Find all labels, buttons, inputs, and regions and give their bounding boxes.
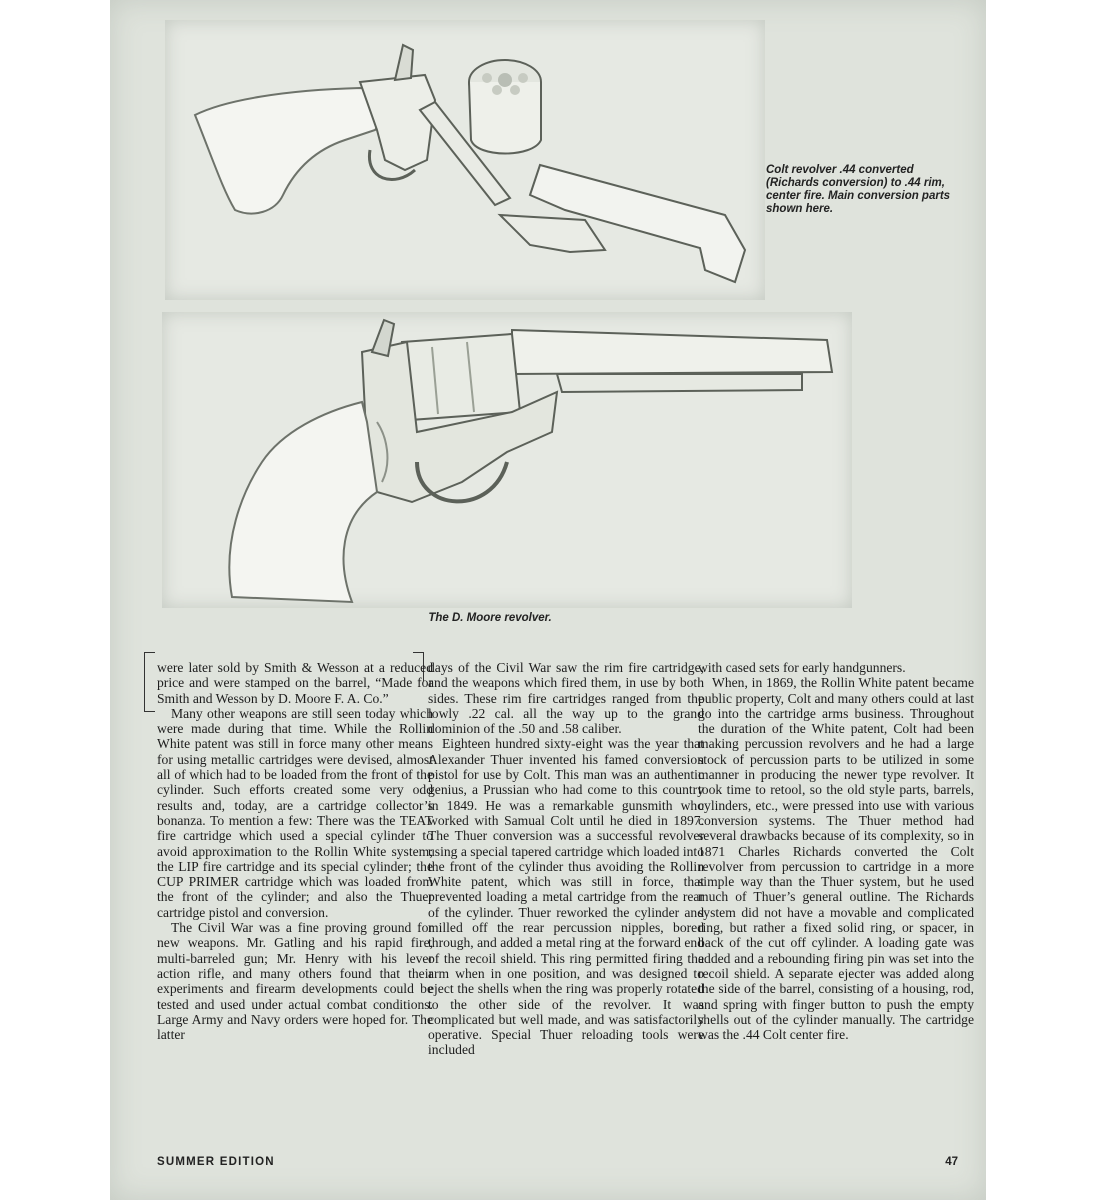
colt-conversion-photo	[165, 20, 765, 300]
loading-plate	[500, 215, 605, 252]
cylinder-body	[469, 82, 541, 154]
photo-caption-bottom: The D. Moore revolver.	[428, 612, 552, 624]
article-column-2	[428, 660, 704, 1058]
ejector-housing	[557, 374, 802, 392]
revolver-grip	[195, 88, 393, 214]
article-paragraph: were later sold by Smith & Wesson at a reduced price and were stamped on the barrel, “Made for Smith and Wesson by D. Moore F. A. Co.”	[157, 660, 433, 706]
article-paragraph: Eighteen hundred sixty-eight was the year that Alexander Thuer invented his famed conversion pistol for use by Colt. This man was an authentic genius, a Prussian who had come to this country in 1849. He was a remarkable gunsmith who worked with Samual Colt until he died in 1897. The Thuer conversion was a successful revolver using a special tapered cartridge which loaded into the front of the cylinder thus avoiding the Rollin White patent, which was still in force, that prevented loading a metal cartridge from the rear of the cylinder. Thuer reworked the cylinder and milled off the rear percussion nipples, bored through, and added a metal ring at the forward end of the recoil shield. This ring permitted firing the arm when in one position, and was designed to eject the shells when the ring was properly rotated to the other side of the revolver. It was complicated but well made, and was satisfactorily operative. Special Thuer reloading tools were included	[428, 736, 704, 1058]
colt-conversion-illustration	[165, 20, 765, 300]
moore-revolver-illustration	[162, 312, 852, 608]
article-paragraph: When, in 1869, the Rollin White patent became public property, Colt and many others could at last go into the cartridge arms business. Throughout the duration of the White patent, Colt had been making percussion revolvers and he had a large stock of percussion parts to be utilized in some manner in producing the newer type revolver. It took time to retool, so the old style parts, barrels, cylinders, etc., were pressed into use with various conversion systems. The Thuer method had several drawbacks because of its complexity, so in 1871 Charles Richards converted the Colt revolver from percussion to cartridge in a more simple way than the Thuer system, but he used much of Thuer’s general outline. The Richards system did not have a movable and complicated ring, but rather a fixed solid ring, or spacer, in back of the cut off cylinder. A loading gate was added and a rebounding firing pin was set into the recoil shield. A separate ejecter was added along the side of the barrel, consisting of a housing, rod, and spring with finger button to push the empty shells out of the cylinder manually. The cartridge was the .44 Colt center fire.	[698, 675, 974, 1043]
article-paragraph: The Civil War was a fine proving ground for new weapons. Mr. Gatling and his rapid fire, multi-barreled gun; Mr. Henry with his lever action rifle, and many others found that their experiments and firearm developments could be tested and used under actual combat conditions. Large Army and Navy orders were hoped for. The latter	[157, 920, 433, 1043]
photo-caption-top: Colt revolver .44 converted (Richards conversion) to .44 rim, center fire. Main conversion parts shown here.	[766, 164, 951, 215]
article-paragraph: Many other weapons are still seen today which were made during that time. While the Rollin White patent was still in force many other means for using metallic cartridges were devised, almost all of which had to be loaded from the front of the cylinder. Such efforts created some very odd results and, today, are a cartridge collector’s bonanza. To mention a few: There was the TEAT fire cartridge which used a special cylinder to avoid approximation to the Rollin White system; the LIP fire cartridge and its special cylinder; the CUP PRIMER cartridge which was loaded from the front of the cylinder; and also the Thuer cartridge pistol and conversion.	[157, 705, 433, 920]
article-paragraph: with cased sets for early handgunners.	[698, 660, 906, 675]
revolver-cylinder	[402, 334, 520, 420]
article-column-1	[157, 660, 433, 1042]
revolver-barrel	[512, 330, 832, 374]
edition-label: SUMMER EDITION	[157, 1156, 275, 1168]
page-number: 47	[945, 1156, 958, 1168]
article-column-3	[698, 660, 974, 1042]
revolver-grip	[229, 402, 377, 602]
article-paragraph: days of the Civil War saw the rim fire cartridge, and the weapons which fired them, in use by both sides. These rim fire cartridges ranged from the lowly .22 cal. all the way up to the grand dominion of the .50 and .58 caliber.	[428, 660, 704, 737]
column-bracket-left	[144, 652, 155, 712]
moore-revolver-photo	[162, 312, 852, 608]
magazine-page	[110, 0, 986, 1200]
hammer	[395, 45, 413, 80]
